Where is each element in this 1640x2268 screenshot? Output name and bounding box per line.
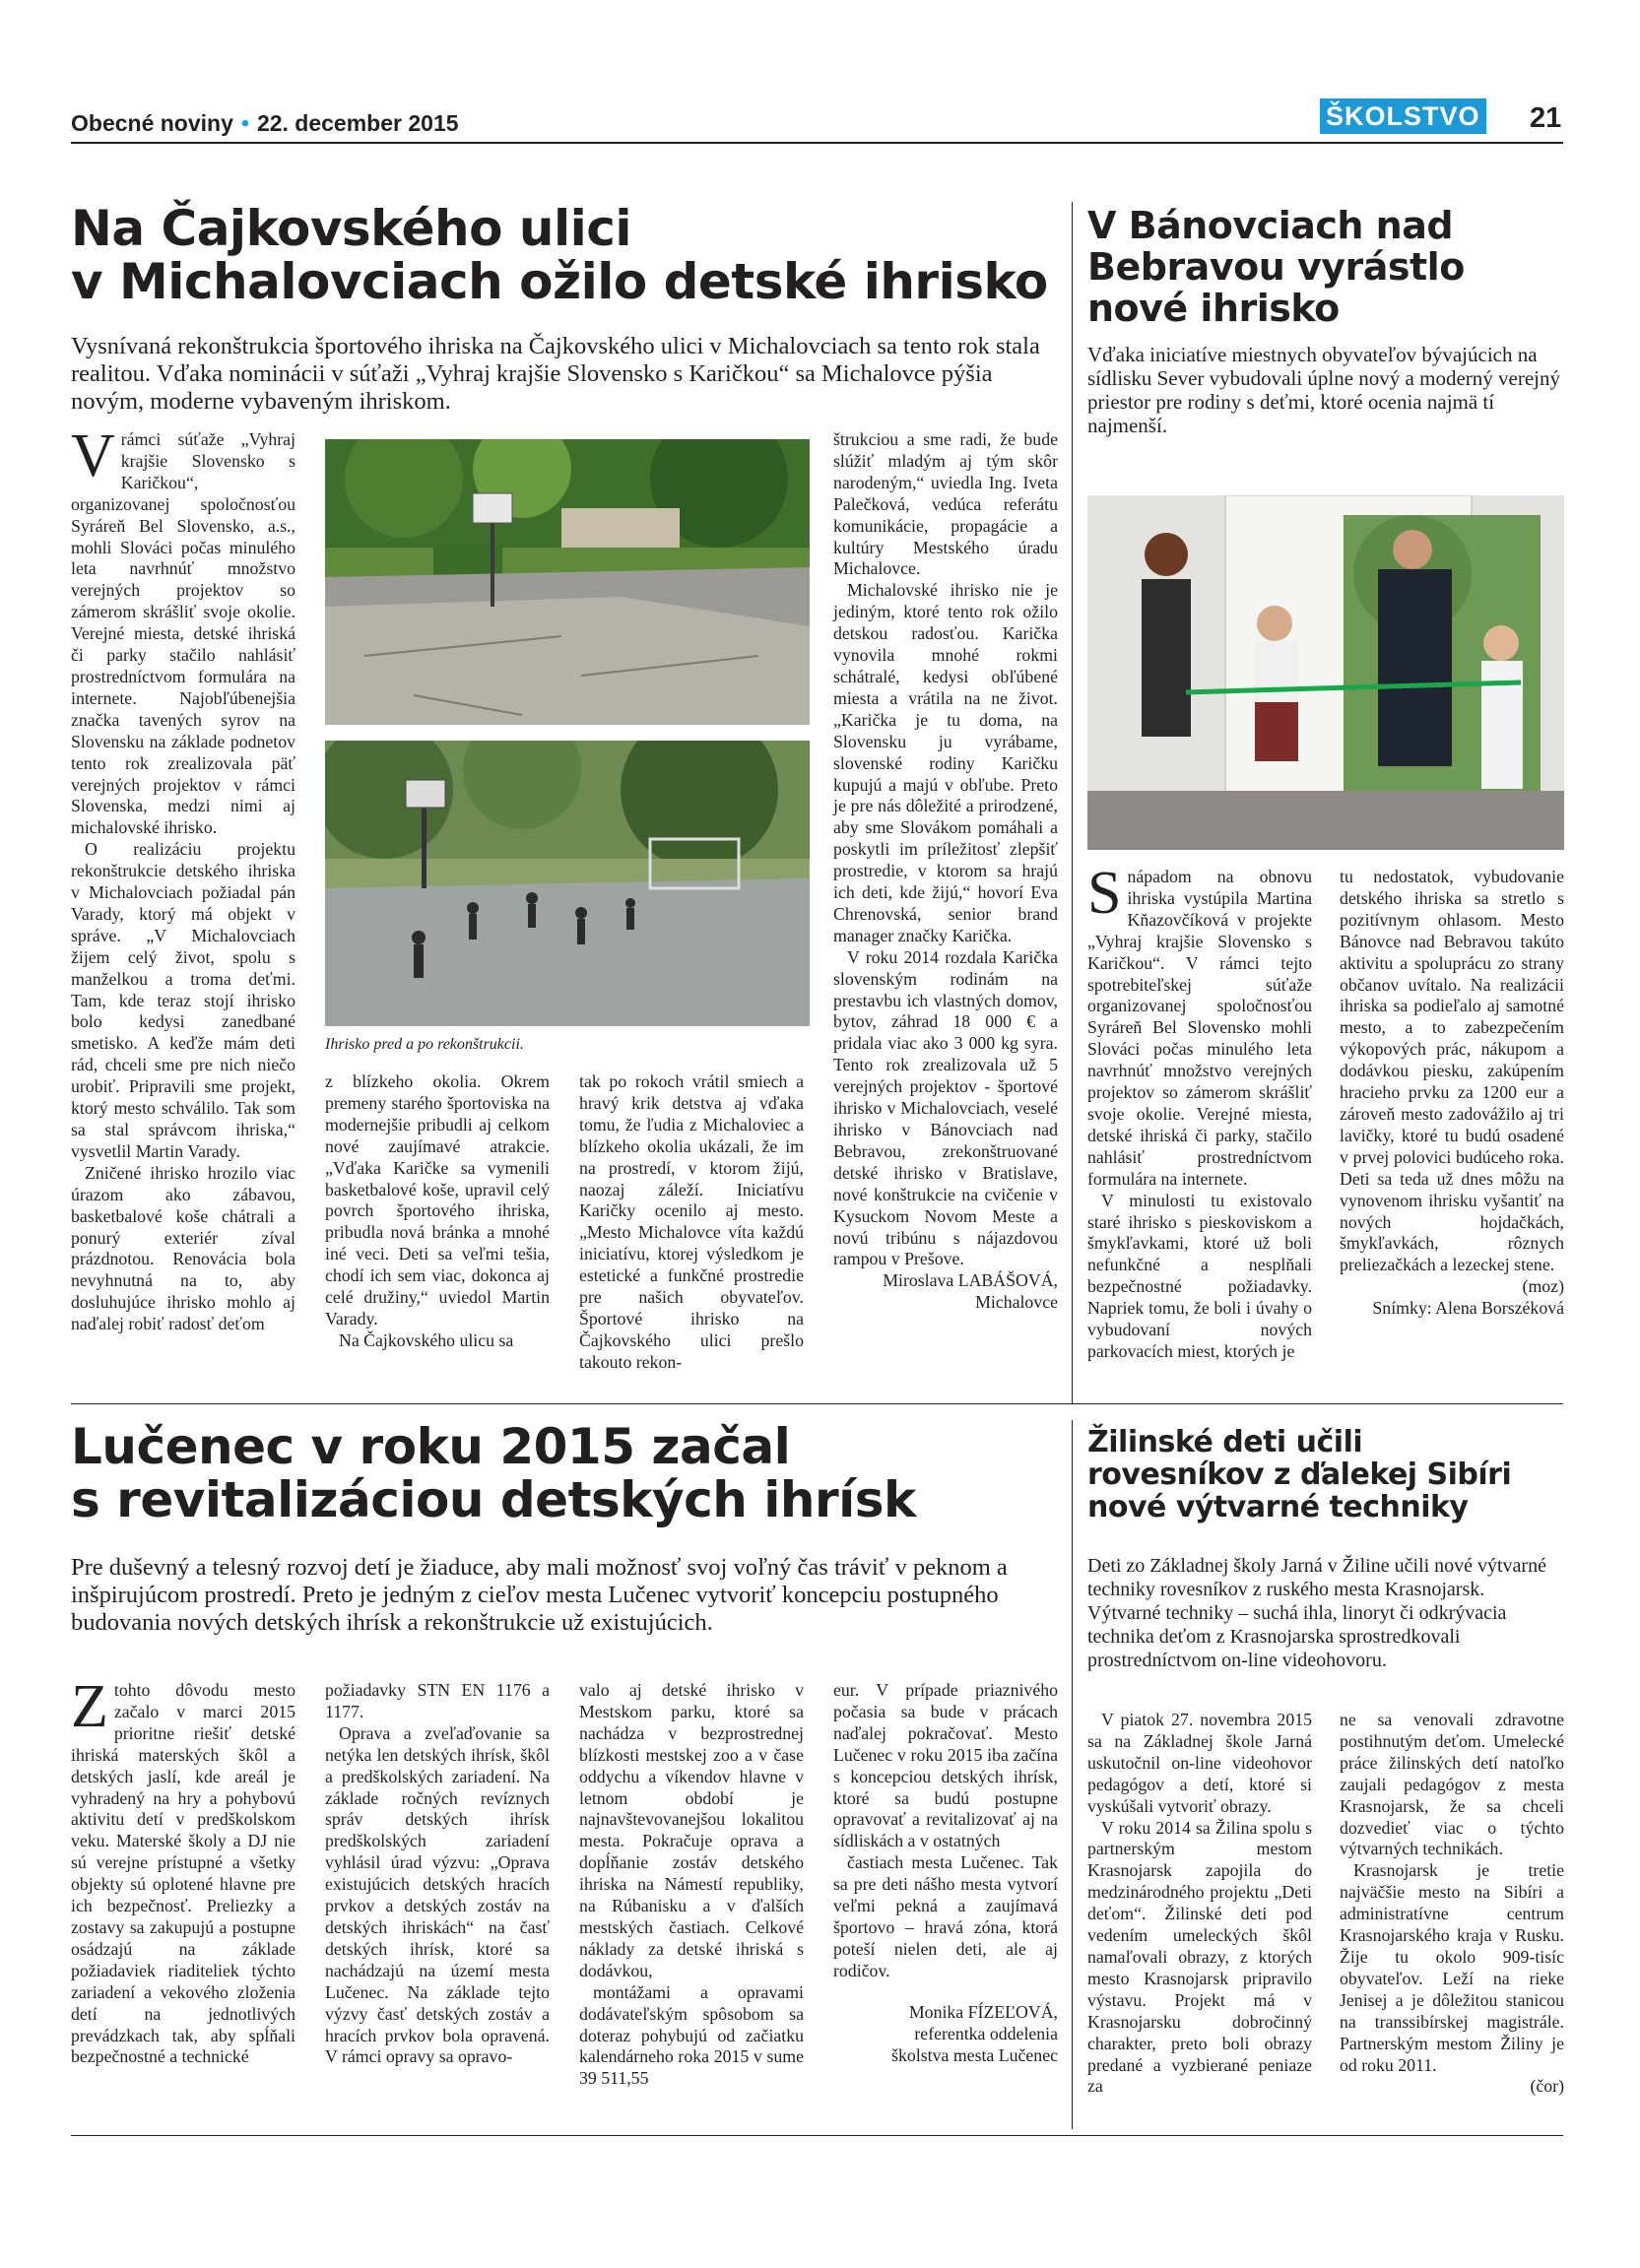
article1-col1-p3: Zničené ihrisko hrozilo viac úrazom ako zábavou, basketbalové koše chátrali a ponurý exteriér zíval prázdnotou. Renovácia bola nevyhnutná na to, aby dosluhujúce ihrisko mohlo aj naďalej robiť radosť deťom xyxy=(71,1162,295,1334)
article2-headline-line3: nové ihrisko xyxy=(1087,287,1340,330)
article3-column-1 xyxy=(71,1673,295,2068)
article3-col2-p1: požiadavky STN EN 1176 a 1177. xyxy=(325,1680,550,1721)
article4-col2-p1: ne sa venovali zdravotne postihnutým deťom. Umelecké práce žilinských detí natoľko zaujali pedagógov z mesta Krasnojarsk, že sa chceli dozvedieť viac o týchto výtvarných technikách. xyxy=(1340,1710,1564,1859)
article1-col4-p2: Michalovské ihrisko nie je jediným, ktoré tento rok ožilo detskou radosťou. Karička vynovila mnohé rokmi schátralé, kedysi obľúbené miesta a vrátila na ne život. „Karička je tu doma, na Slovensku ju vyrábame, slovenské rodiny Karičku kupujú a majú v obľube. Preto je pre nás dôležité a prirodzené, aby sme Slovákom pomáhali a poskytli im príležitosť zlepšiť prostredie, v ktorom sa hrajú ich deti, kde žijú,“ hovorí Eva Chrenovská, senior brand manager značky Karička. xyxy=(833,580,1058,945)
article1-col1-p1: rámci súťaže „Vyhraj krajšie Slovensko s Karičkou“, organizovanej spoločnosťou Syráreň Bel Slovensko, a.s., mohli Slováci počas minulého leta navrhnúť množstvo verejných projektov so zámerom skrášliť svoje okolie. Verejné miesta, detské ihriská či parky stačilo nahlásiť prostredníctvom formulára na internete. Najobľúbenejšia značka tavených syrov na Slovensku na základe podnetov tento rok zrealizovala päť verejných projektov v rámci Slovenska, medzi nimi aj michalovské ihrisko. xyxy=(71,429,295,838)
article1-lead: Vysnívaná rekonštrukcia športového ihriska na Čajkovského ulici v Michalovciach sa tento rok stala realitou. Vďaka nominácii v súťaži „Vyhraj krajšie Slovensko s Karičkou“ sa Michalovce pýšia novým, moderne vybaveným ihriskom. xyxy=(71,333,1040,415)
article1-photo-caption: Ihrisko pred a po rekonštrukcii. xyxy=(325,1036,524,1053)
publication-name: Obecné noviny xyxy=(71,110,233,136)
article4-col1-p2: V roku 2014 sa Žilina spolu s partnerským mestom Krasnojarsk zapojila do medzinárodného projektu „Deti deťom“. Žilinské deti pod vedením umeleckých škôl namaľovali obrazy, z ktorých mesto Krasnojarsk pripravilo výstavu. Projekt má v Krasnojarsku dobročinný charakter, preto boli obrazy predané a vyzbierané peniaze za xyxy=(1087,1817,1312,2097)
article3-lead: Pre duševný a telesný rozvoj detí je žiaduce, aby mali možnosť svoj voľný čas tráviť v peknom a inšpirujúcom prostredí. Preto je jedným z cieľov mesta Lučenec vytvoriť koncepciu postupného budovania nových detských ihrísk a rekonštrukcie už existujúcich. xyxy=(71,1554,1008,1636)
ribbon-cutting-photo xyxy=(1087,495,1564,850)
article1-column-3 xyxy=(579,1071,804,1374)
article2-photo-credit: Snímky: Alena Borszéková xyxy=(1372,1298,1564,1319)
article2-headline xyxy=(1087,205,1570,329)
section-label: ŠKOLSTVO xyxy=(1320,98,1486,134)
article2-headline-line1: V Bánovciach nad xyxy=(1087,204,1454,247)
issue-date: 22. december 2015 xyxy=(256,110,459,136)
article4-col1-p1: V piatok 27. novembra 2015 sa na Základnej škole Jarná uskutočnil on-line videohovor pedagógov a detí, ktoré si vyskúšali vytvoriť obrazy. xyxy=(1087,1710,1312,1816)
article2-drop-cap: S xyxy=(1087,860,1122,927)
article1-col2-p2: Na Čajkovského ulicu sa xyxy=(339,1329,514,1350)
header-rule xyxy=(71,142,1563,144)
article4-headline-line2: rovesníkov z ďalekej Sibíri xyxy=(1087,1458,1512,1492)
column-divider-top xyxy=(1072,202,1073,1403)
article4-column-1 xyxy=(1087,1710,1312,2098)
article1-drop-cap: V xyxy=(71,422,115,489)
article1-signature: Miroslava LABÁŠOVÁ, xyxy=(883,1270,1058,1291)
footer-rule xyxy=(71,2135,1563,2136)
article1-column-2 xyxy=(325,1071,550,1352)
article2-lead: Vďaka iniciatíve miestnych obyvateľov bývajúcich na sídlisku Sever vybudovali úplne nový a moderný verejný priestor pre rodiny s deťmi, ktoré ocenia najmä tí najmenší. xyxy=(1087,343,1560,437)
article1-col2-p1: z blízkeho okolia. Okrem premeny starého športoviska na modernejšie pribudli aj celkom nové zaujímavé atrakcie. „Vďaka Karičke sa vymenili basketbalové koše, upravil celý povrch športového ihriska, pribudla nová bránka a mnohé iné veci. Deti sa veľmi tešia, chodí ich sem viac, dokonca aj celé družiny,“ uviedol Martin Varady. xyxy=(325,1071,550,1328)
article1-col3-p1: tak po rokoch vrátil smiech a hravý krik detstva aj vďaka tomu, že ľudia z Michaloviec a blízkeho okolia ukázali, že im na prostredí, v ktorom žijú, naozaj záleží. Iniciatívu Karičky ocenilo aj mesto. „Mesto Michalovce víta každú iniciatívu, ktorej výsledkom je estetické a funkčné prostredie pre našich obyvateľov. Športové ihrisko na Čajkovského ulici prešlo takouto rekon- xyxy=(579,1071,804,1372)
article3-column-2 xyxy=(325,1680,550,2068)
article2-col1-p1: nápadom na obnovu ihriska vystúpila Martina Kňazovčíková v projekte „Vyhraj krajšie Slovensko s Karičkou“. V rámci tejto spotrebiteľskej súťaže organizovanej spoločnosťou Syráreň Bel Slovensko mohli Slováci počas minulého leta navrhnúť množstvo verejných projektov so zámerom skrášliť svoje okolie. Verejné miesta, detské ihriská či parky, stačilo nahlásiť prostredníctvom formulára na internete. xyxy=(1087,867,1312,1189)
article3-signature-role: referentka oddelenia xyxy=(914,2023,1058,2043)
article1-headline xyxy=(71,202,1056,308)
article4-lead: Deti zo Základnej školy Jarná v Žiline učili nové výtvarné techniky rovesníkov z ruského mesta Krasnojarsk. Výtvarné techniky – suchá ihla, linoryt či odkrývacia technika deťom z Krasnojarska sprostredkovali prostredníctvom on-line videohovoru. xyxy=(1087,1555,1546,1671)
running-header xyxy=(71,110,459,137)
article3-column-3 xyxy=(579,1680,804,2090)
article4-headline-line3: nové výtvarné techniky xyxy=(1087,1490,1469,1524)
article1-col4-p3: V roku 2014 rozdala Karička slovenským rodinám na prestavbu ich vlastných domov, bytov, záhrad 18 000 € a pridala viac ako 3 000 kg syra. Tento rok zrealizovala už 5 verejných projektov - športové ihrisko v Michalovciach, veselé ihrisko v Bánovciach nad Bebravou, zrekonštruované detské ihrisko v Bratislave, nové konštrukcie na cvičenie v Kysuckom Novom Meste a novú tribúnu s nájazdovou rampou v Prešove. xyxy=(833,946,1058,1269)
article1-column-4 xyxy=(833,429,1058,1314)
article4-headline xyxy=(1087,1426,1570,1523)
article3-drop-cap: Z xyxy=(71,1673,108,1740)
article3-headline-line1: Lučenec v roku 2015 začal xyxy=(71,1418,791,1475)
page-number: 21 xyxy=(1530,102,1562,134)
column-divider-bottom xyxy=(1072,1420,1073,2129)
article2-col2-p1: tu nedostatok, vybudovanie detského ihriska sa stretlo s pozitívnym ohlasom. Mesto Bánovce nad Bebravou takúto aktivitu a spoluprácu zo strany občanov uvítalo. Na realizácii ihriska sa podieľalo aj samotné mesto, a to zabezpečením výkopových prác, nákupom a dodávkou piesku, zakúpením hracieho prvku za 1200 eur a zároveň mesto zadovážilo aj tri lavičky, ktoré tu budú osadené v prvej polovici budúceho roka. Deti sa teda už dnes môžu na vynovenom ihrisku vyšantiť na nových hojdačkách, šmykľavkách, rôznych preliezačkách a lezeckej stene. xyxy=(1340,867,1564,1275)
article3-headline xyxy=(71,1420,1056,1526)
bullet-separator: • xyxy=(240,110,249,136)
article2-column-2 xyxy=(1340,867,1564,1320)
article1-signature-place: Michalovce xyxy=(975,1292,1058,1313)
article3-signature: Monika FÍZEĽOVÁ, xyxy=(908,2001,1058,2022)
article1-col1-p2: O realizáciu projektu rekonštrukcie detského ihriska v Michalovciach požiadal pán Varady, ktorý má objekt v správe. „V Michalovciach žijem celý život, spolu s manželkou a troma deťmi. Tam, kde teraz stojí ihrisko bolo kedysi zanedbané smetisko. A keďže mám deti rád, chceli sme pre nich niečo urobiť. Pripravili sme projekt, ktorý mesto schválilo. Tak som sa stal správcom ihriska,“ vysvetlil Martin Varady. xyxy=(71,839,295,1161)
article3-column-4 xyxy=(833,1680,1058,2066)
article3-headline-line2: s revitalizáciou detských ihrísk xyxy=(71,1471,916,1528)
article3-col2-p2: Oprava a zveľaďovanie sa netýka len detských ihrísk, škôl a predškolských zariadení. Na základe ročných revíznych správ detských ihrísk predškolských zariadení vyhlásil úrad výzvu: „Oprava existujúcich detských hracích prvkov a detských zostáv na detských ihriskách“ na časť detských ihrísk, ktoré sa nachádzajú na území mesta Lučenec. Na základe tejto výzvy časť detských zostáv a hracích prvkov bola opravená. V rámci opravy sa opravo- xyxy=(325,1722,550,2067)
article4-author: (čor) xyxy=(1530,2076,1564,2097)
section-divider xyxy=(71,1403,1563,1404)
playground-before-photo xyxy=(325,439,810,725)
article4-column-2 xyxy=(1340,1710,1564,2098)
article1-headline-line2: v Michalovciach ožilo detské ihrisko xyxy=(71,253,1048,310)
article1-headline-line1: Na Čajkovského ulici xyxy=(71,200,632,257)
article1-column-1 xyxy=(71,422,295,1335)
article2-column-1 xyxy=(1087,860,1312,1363)
article2-col1-p2: V minulosti tu existovalo staré ihrisko s pieskoviskom a šmykľavkami, ktoré už boli nefunkčné a nesplňali bezpečnostné požiadavky. Napriek tomu, že boli i úvahy o vybudovaní nových parkovacích miest, ktorých je xyxy=(1087,1190,1312,1361)
article3-col4-p2: častiach mesta Lučenec. Tak sa pre deti nášho mesta vytvorí veľmi pekná a zaujímavá športovo – hravá zóna, ktorá poteší nielen deti, ale aj rodičov. xyxy=(833,1852,1058,1980)
article3-col4-p1: eur. V prípade priaznivého počasia sa bude v prácach naďalej pokračovať. Mesto Lučenec v roku 2015 iba začína s koncepciou detských ihrísk, ktoré sa budú postupne opravovať a revitalizovať aj na sídliskách a v ostatných xyxy=(833,1680,1058,1851)
article1-col4-p1: štrukciou a sme radi, že bude slúžiť mladým aj tým skôr narodeným,“ uviedla Ing. Iveta Palečková, vedúca referátu komunikácie, propagácie a kultúry Mestského úradu Michalovce. xyxy=(833,429,1058,579)
article4-col2-p2: Krasnojarsk je tretie najväčšie mesto na Sibíri a administratívne centrum Krasnojarského kraja v Rusku. Žije tu okolo 909-tisíc obyvateľov. Leží na rieke Jenisej a je dôležitou stanicou na transsibírskej magistrále. Partnerským mestom Žiliny je od roku 2011. xyxy=(1340,1860,1564,2075)
article2-headline-line2: Bebravou vyrástlo xyxy=(1087,245,1465,289)
article3-col3-p1: valo aj detské ihrisko v Mestskom parku, ktoré sa nachádza v bezprostrednej blízkosti mestskej zoo a v čase oddychu a víkendov hlavne v letnom období je najnavštevovanejšou lokalitou mesta. Pokračuje oprava a dopĺňanie zostáv detského ihriska na Námestí republiky, na Rúbanisku a v ďalších mestských častiach. Celkové náklady za detské ihriská s dodávkou, xyxy=(579,1680,804,1980)
article2-author: (moz) xyxy=(1522,1276,1564,1297)
article3-col1-p1: tohto dôvodu mesto začalo v marci 2015 prioritne riešiť detské ihriská materských škôl a detských jaslí, kde areál je vyhradený na hry a pohybovú aktivitu detí v predškolskom veku. Materské školy a DJ nie sú verejne prístupné a všetky objekty sú oplotené hlavne pre ich bezpečnosť. Preliezky a zostavy sa zakupujú a postupne osádzajú na základe požiadaviek riaditeliek týchto zariadení a vekového zloženia detí na jednotlivých prevádzkach tak, aby spĺňali bezpečnostné a technické xyxy=(71,1680,295,2067)
article4-headline-line1: Žilinské deti učili xyxy=(1087,1425,1363,1459)
playground-after-photo xyxy=(325,741,810,1026)
article3-col3-p2: montážami a opravami dodávateľským spôsobom sa doteraz pohybujú od začiatku kalendárneho roka 2015 v sume 39 511,55 xyxy=(579,1981,804,2089)
article3-signature-dept: školstva mesta Lučenec xyxy=(891,2044,1058,2065)
